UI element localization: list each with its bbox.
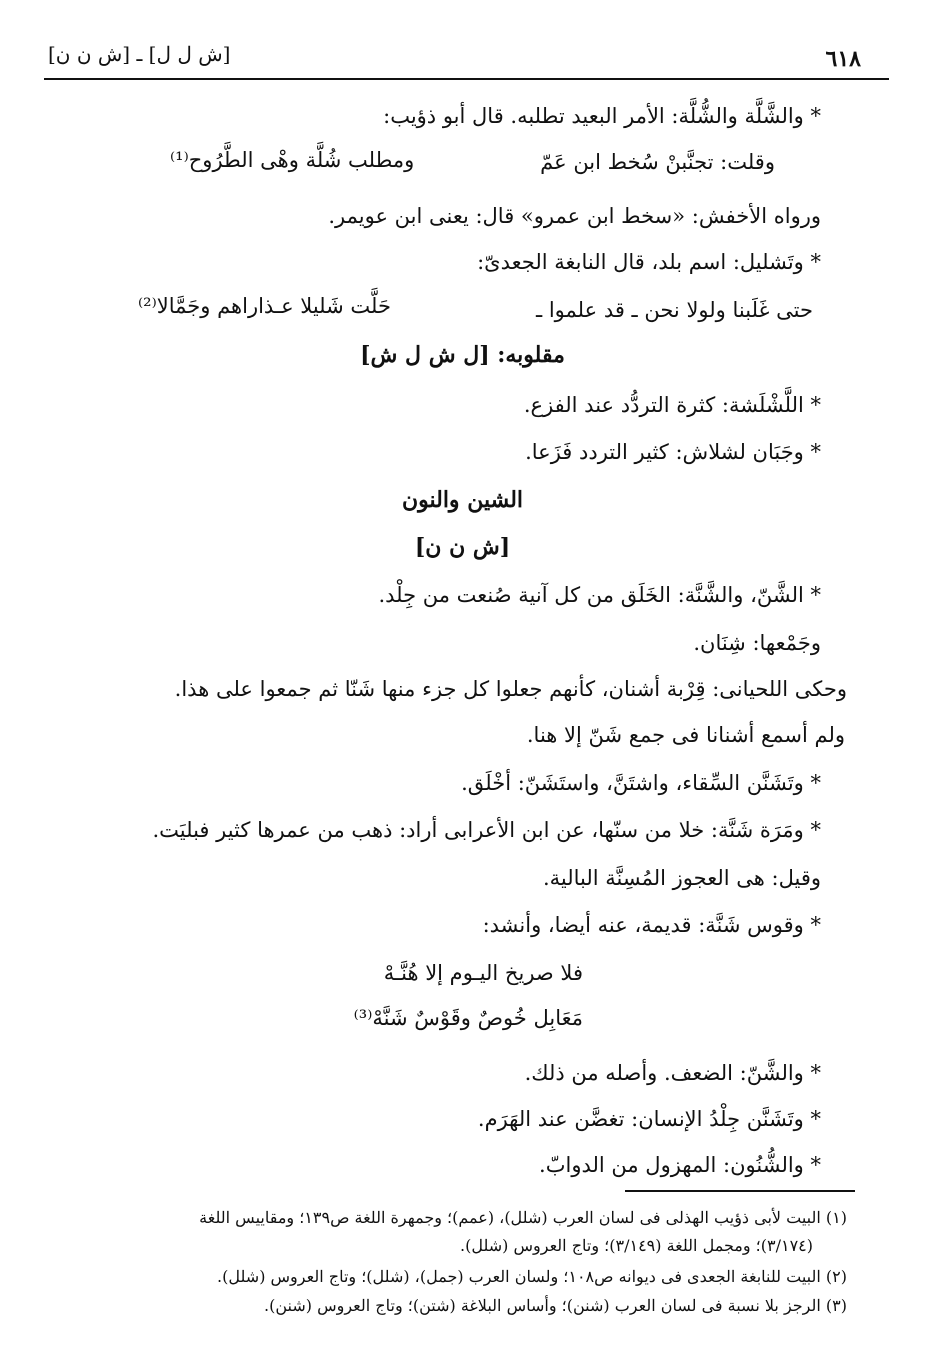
page-number: ٦١٨ [825,46,861,72]
verse-hemistich-right: حتى غَلَبنا ولولا نحن ـ قد علموا ـ [536,298,813,322]
text-line: وحكى اللحيانى: قِرْبة أشنان، كأنهم جعلوا كل جزء منها شَنّا ثم جمعوا على هذا. [174,677,847,701]
text-line: * وتَشليل: اسم بلد، قال النابغة الجعدىّ: [477,250,821,274]
text-line: ولم أسمع أشنانا فى جمع شَنّ إلا هنا. [526,723,845,747]
text-line: * الشَّنّ، والشَّنَّة: الخَلَق من كل آنية صُنعت من جِلْد. [378,583,821,607]
text-line: * اللَّشْلَشة: كثرة التردُّد عند الفزع. [523,393,821,417]
text-line: ورواه الأخفش: «سخط ابن عمرو» قال: يعنى ابن عويمر. [328,204,821,228]
text-line: * ومَرَة شَنَّة: خلا من سنّها، عن ابن الأعرابى أراد: ذهب من عمرها كثير فبليَت. [152,818,821,842]
page-header [44,38,889,80]
chapter-heading: الشين والنون [401,487,524,513]
verse-hemistich-left: حَلَّت شَليلا عـذاراهم وجَمَّالا⁽²⁾ [138,294,391,318]
footnote-divider [625,1190,855,1192]
footnote-continuation: (٣/١٧٤)؛ ومجمل اللغة (٣/١٤٩)؛ وتاج العروس (شلل). [460,1236,813,1255]
text-line: * والشَّلَّة والشُّلَّة: الأمر البعيد تطلبه. قال أبو ذؤيب: [383,104,821,128]
text-line: * وجَبَان لشلاش: كثير التردد فَزَعا. [525,440,821,464]
footnote: (٣) الرجز بلا نسبة فى لسان العرب (شنن)؛ وأساس البلاغة (شتن)؛ وتاج العروس (شنن). [264,1296,847,1315]
verse-line: فلا صريخ اليـوم إلا هُنَّـهْ [383,961,583,985]
text-line: وقيل: هى العجوز المُسِنَّة البالية. [542,866,821,890]
text-line: * والشَّنّ: الضعف. وأصله من ذلك. [524,1061,821,1085]
root-heading: [ش ن ن] [414,534,511,560]
section-heading: مقلوبه: [ل ش ل ش] [360,342,565,368]
text-line: وجَمْعها: شِنَان. [693,631,821,655]
verse-hemistich-left: ومطلب شُلَّة وهْى الطَّرُوح⁽¹⁾ [170,148,415,172]
footnote: (٢) البيت للنابغة الجعدى فى ديوانه ص١٠٨؛ ولسان العرب (جمل)، (شلل)؛ وتاج العروس (شلل). [217,1267,847,1286]
running-head: [ش ل ل] ـ [ش ن ن] [48,42,231,66]
verse-hemistich-right: وقلت: تجنَّبنْ سُخط ابن عَمّ [540,150,775,174]
text-line: * والشُّنُون: المهزول من الدوابّ. [539,1153,821,1177]
text-line: * وتَشَنَّن السِّقاء، واشتَنَّ، واستَشَنّ: أخْلَق. [461,771,821,795]
text-line: * وقوس شَنَّة: قديمة، عنه أيضا، وأنشد: [482,913,821,937]
text-line: * وتَشَنَّن جِلْدُ الإنسان: تغضَّن عند الهَرَم. [477,1107,821,1131]
verse-line: مَعَابِل خُوصٌ وقَوْسٌ شَنَّهْ⁽³⁾ [353,1006,583,1030]
footnote: (١) البيت لأبى ذؤيب الهذلى فى لسان العرب (شلل)، (عمم)؛ وجمهرة اللغة ص١٣٩؛ ومقاييس اللغة [199,1208,847,1227]
